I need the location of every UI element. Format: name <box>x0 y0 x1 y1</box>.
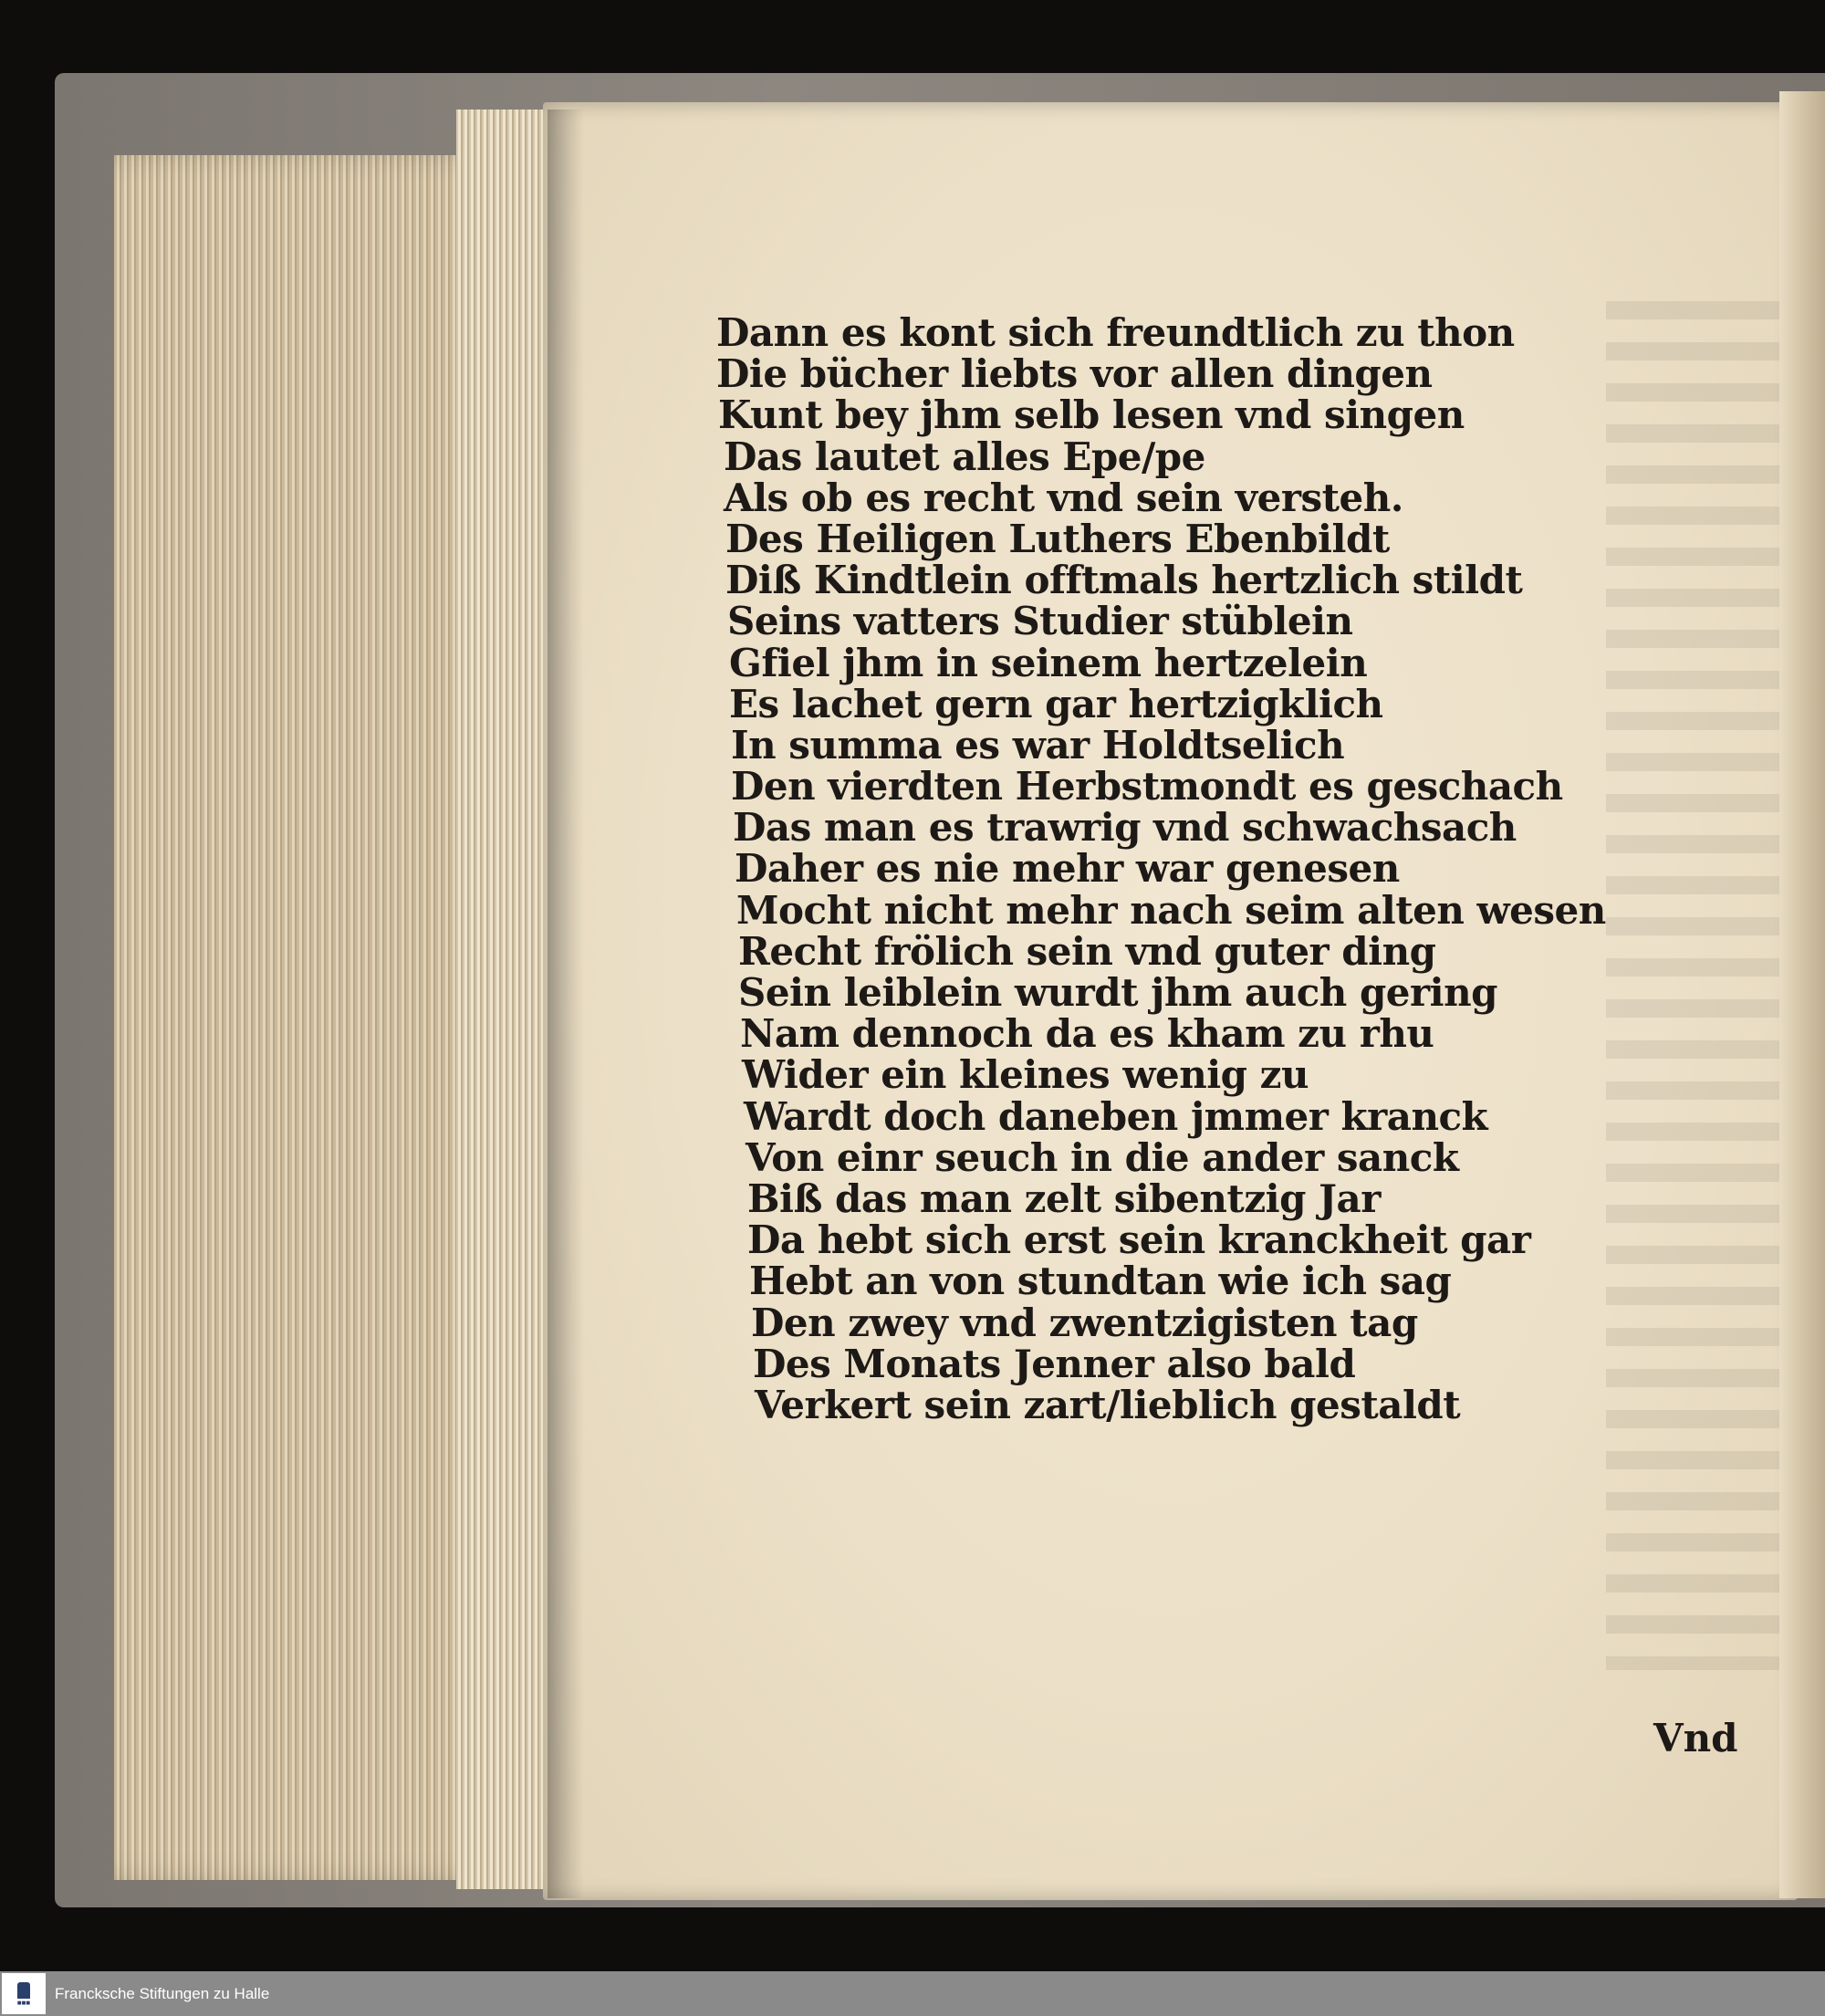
logo-wordmark: ■■■ <box>16 2000 31 2006</box>
text-line: Diß Kindtlein offtmals hertzlich stildt <box>725 558 1523 603</box>
text-line: Von einr seuch in die ander sanck <box>746 1134 1459 1180</box>
page-shadow <box>548 110 584 1898</box>
text-line: Sein leiblein wurdt jhm auch gering <box>738 970 1498 1015</box>
text-line: Wardt doch daneben jmmer kranck <box>744 1093 1488 1139</box>
text-line: Verkert sein zart/lieblich gestaldt <box>755 1382 1461 1427</box>
catchword: Vnd <box>1653 1716 1738 1760</box>
show-through <box>1606 301 1798 1670</box>
facing-page-edge <box>1779 91 1825 1898</box>
text-line: Gfiel jhm in seinem hertzelein <box>729 640 1368 685</box>
text-line: Biß das man zelt sibentzig Jar <box>747 1175 1381 1221</box>
text-line: Hebt an von stundtan wie ich sag <box>749 1259 1452 1304</box>
text-line: Als ob es recht vnd sein versteh. <box>724 475 1403 520</box>
text-line: Dann es kont sich freundtlich zu thon <box>716 310 1515 355</box>
text-line: Seins vatters Studier stüblein <box>727 599 1353 644</box>
institution-name: Francksche Stiftungen zu Halle <box>55 1984 270 2002</box>
text-line: Des Heiligen Luthers Ebenbildt <box>725 516 1390 561</box>
text-line: Wider ein kleines wenig zu <box>742 1052 1309 1098</box>
text-line: Daher es nie mehr war genesen <box>735 846 1400 892</box>
building-icon <box>17 1982 30 1999</box>
text-line: Das lautet alles Epe/pe <box>724 433 1205 479</box>
text-line: Den zwey vnd zwentzigisten tag <box>751 1300 1418 1345</box>
text-line: Das man es trawrig vnd schwachsach <box>733 805 1517 851</box>
text-line: Es lachet gern gar hertzigklich <box>729 681 1383 726</box>
text-line: Da hebt sich erst sein kranckheit gar <box>747 1217 1531 1263</box>
text-line: Die bücher liebts vor allen dingen <box>716 351 1433 397</box>
text-line: In summa es war Holdtselich <box>731 722 1345 768</box>
text-line: Den vierdten Herbstmondt es geschach <box>731 764 1563 810</box>
text-line: Des Monats Jenner also bald <box>753 1341 1356 1386</box>
text-line: Nam dennoch da es kham zu rhu <box>740 1011 1434 1057</box>
institution-logo <box>2 1973 46 2014</box>
text-line: Mocht nicht mehr nach seim alten wesen <box>736 887 1606 933</box>
footer-bar <box>0 1971 1825 2016</box>
text-line: Recht frölich sein vnd guter ding <box>738 928 1436 974</box>
page-text <box>716 310 1606 1427</box>
text-line: Kunt bey jhm selb lesen vnd singen <box>718 392 1465 438</box>
